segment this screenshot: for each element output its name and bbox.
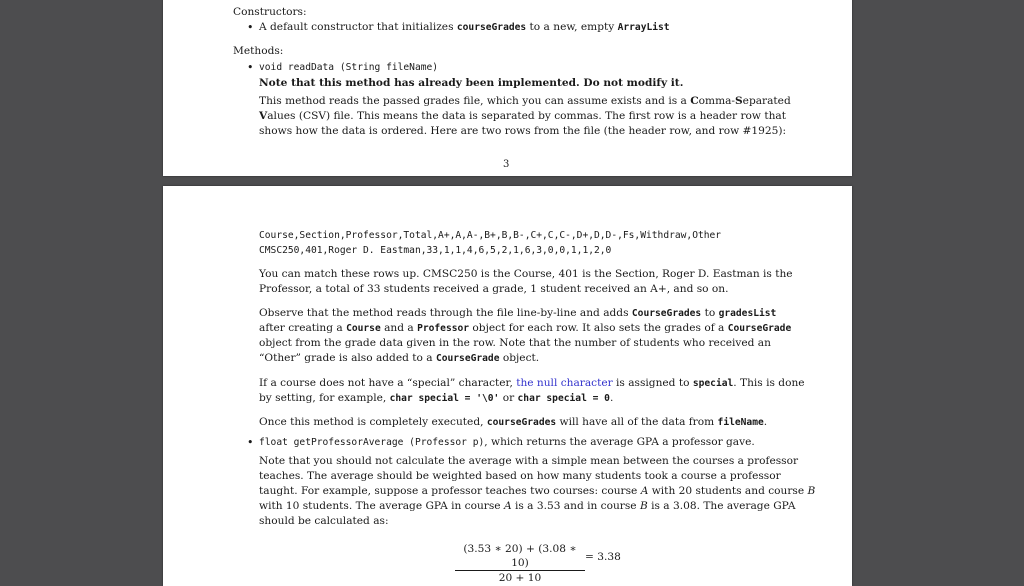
- method-getprofessoraverage: [259, 435, 755, 450]
- avg-text: with 10 students. The average GPA in course: [259, 500, 504, 512]
- method-readdata-note: Note that this method has already been implemented. Do not modify it.: [259, 77, 684, 89]
- code-course: Course: [346, 323, 381, 334]
- code-gradeslist: gradesList: [718, 308, 777, 319]
- method-getprofessoraverage-signature: float getProfessorAverage (Professor p): [259, 437, 485, 448]
- once-text-mid: will have all of the data from: [556, 416, 718, 428]
- constructors-heading: Constructors:: [233, 6, 307, 18]
- constructor-text-mid: to a new, empty: [526, 21, 618, 33]
- once-text: Once this method is completely executed,: [259, 416, 487, 428]
- code-coursegrades: courseGrades: [486, 417, 557, 428]
- code-coursegrade: CourseGrade: [435, 353, 500, 364]
- document-page-3: [163, 0, 852, 176]
- readdata-desc-line1: [259, 94, 791, 109]
- code-char-special-zero: char special = 0: [517, 393, 610, 404]
- observe-line-2: [259, 321, 791, 336]
- special-text: by setting, for example,: [259, 392, 390, 404]
- avg-line-1: Note that you should not calculate the average with a simple mean between the courses a professor: [259, 455, 799, 467]
- null-character-link[interactable]: the null character: [516, 377, 613, 389]
- once-text-post: .: [763, 416, 768, 428]
- document-page-4: [163, 186, 852, 586]
- observe-line-4: [259, 351, 539, 366]
- page-number: 3: [503, 159, 510, 170]
- bullet-icon: •: [247, 21, 254, 34]
- observe-text-mid: to: [701, 307, 719, 319]
- special-line-1: [259, 376, 805, 391]
- constructor-code-arraylist: ArrayList: [617, 22, 670, 33]
- avg-line-2: teaches. The average should be weighted based on how many students took a course a professor: [259, 470, 781, 482]
- constructor-description: [259, 20, 670, 35]
- readdata-desc-line2-text: alues (CSV) file. This means the data is separated by commas. The first row is a header row that: [267, 110, 786, 122]
- csv-letter-c: C: [690, 95, 699, 107]
- code-professor: Professor: [417, 323, 470, 334]
- course-a-italic: A: [503, 500, 512, 512]
- csv-header-row: Course,Section,Professor,Total,A+,A,A-,B+,B,B-,C+,C,C-,D+,D,D-,Fs,Withdraw,Other: [259, 230, 722, 241]
- code-coursegrade: CourseGrade: [727, 323, 792, 334]
- observe-text-mid: and a: [380, 322, 418, 334]
- special-text-post: . This is done: [733, 377, 805, 389]
- csv-letter-v: V: [259, 110, 268, 122]
- formula-numerator: (3.53 ∗ 20) + (3.08 ∗ 10): [455, 542, 585, 571]
- weighted-average-formula: [455, 542, 585, 585]
- avg-text-post: is a 3.08. The average GPA: [647, 500, 796, 512]
- avg-text: taught. For example, suppose a professor teaches two courses: course: [259, 485, 641, 497]
- readdata-desc-line2: [259, 109, 786, 124]
- method-readdata-signature: void readData (String fileName): [259, 62, 439, 73]
- formula-result: = 3.38: [585, 551, 621, 563]
- once-line: [259, 415, 767, 430]
- bullet-icon: •: [247, 436, 254, 449]
- match-line-2: Professor, a total of 33 students received a grade, 1 student received an A+, and so on.: [259, 283, 729, 295]
- observe-text: “Other” grade is also added to a: [259, 352, 436, 364]
- match-line-1: You can match these rows up. CMSC250 is the Course, 401 is the Section, Roger D. Eastman is the: [259, 268, 793, 280]
- code-coursegrades: CourseGrades: [631, 308, 702, 319]
- observe-text: Observe that the method reads through the file line-by-line and adds: [259, 307, 632, 319]
- special-text-mid: is assigned to: [612, 377, 693, 389]
- observe-text: after creating a: [259, 322, 347, 334]
- avg-line-5: should be calculated as:: [259, 515, 389, 527]
- special-text-post: .: [609, 392, 614, 404]
- csv-data-row: CMSC250,401,Roger D. Eastman,33,1,1,4,6,5,2,1,6,3,0,0,1,1,2,0: [259, 245, 612, 256]
- code-filename: fileName: [717, 417, 764, 428]
- constructor-code: courseGrades: [456, 22, 527, 33]
- avg-text-mid: with 20 students and course: [648, 485, 808, 497]
- course-b-italic: B: [807, 485, 816, 497]
- csv-word-omma: omma-: [698, 95, 736, 107]
- bullet-icon: •: [247, 61, 254, 74]
- code-special: special: [692, 378, 734, 389]
- special-line-2: [259, 391, 613, 406]
- special-text-mid: or: [499, 392, 518, 404]
- method-getprofessoraverage-desc: , which returns the average GPA a professor gave.: [484, 436, 755, 448]
- course-b-italic: B: [639, 500, 648, 512]
- readdata-desc-text: This method reads the passed grades file, which you can assume exists and is a: [259, 95, 691, 107]
- formula-denominator: 20 + 10: [498, 572, 542, 584]
- avg-text-mid: is a 3.53 and in course: [511, 500, 640, 512]
- observe-text-post: object.: [499, 352, 540, 364]
- course-a-italic: A: [640, 485, 649, 497]
- observe-text-post: object for each row. It also sets the grades of a: [469, 322, 728, 334]
- observe-line-3: object from the grade data given in the row. Note that the number of students who received an: [259, 337, 771, 349]
- readdata-desc-line3: shows how the data is ordered. Here are two rows from the file (the header row, and row #1925):: [259, 125, 787, 137]
- observe-line-1: [259, 306, 776, 321]
- avg-line-4: [259, 499, 795, 514]
- methods-heading: Methods:: [233, 45, 284, 57]
- csv-letter-s: S: [735, 95, 743, 107]
- code-char-special-null: char special = '\0': [389, 393, 500, 404]
- constructor-text: A default constructor that initializes: [259, 21, 457, 33]
- special-text: If a course does not have a “special” character,: [259, 377, 517, 389]
- csv-word-eparated: eparated: [742, 95, 791, 107]
- avg-line-3: [259, 484, 815, 499]
